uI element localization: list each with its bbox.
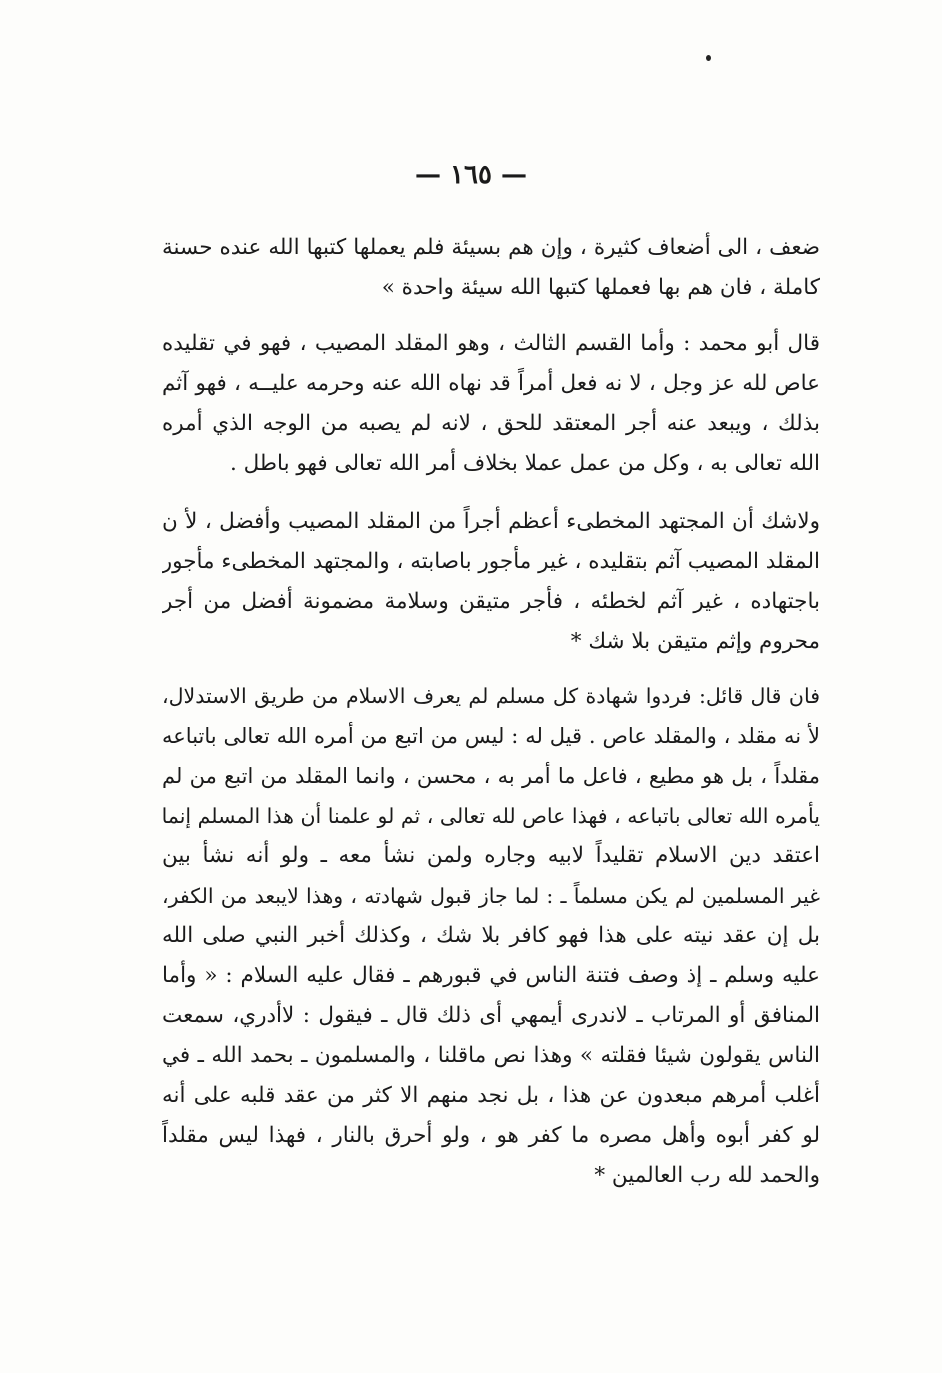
text-line: عليه وسلم ـ إذ وصف فتنة الناس في قبورهم ـ فقال عليه السلام : « وأما: [162, 963, 820, 988]
text-line: يأمره الله تعالى باتباعه ، فهذا عاص لله تعالى ، ثم لو علمنا أن هذا المسلم إنما: [162, 804, 820, 828]
text-line: بذلك ، ويبعد عنه أجر المعتقد للحق ، لانه لم يصبه من الوجه الذي أمره: [162, 411, 820, 436]
text-line: كاملة ، فان هم بها فعملها كتبها الله سيئة واحدة »: [381, 275, 820, 300]
text-line: الناس يقولون شيئا فقلته » وهذا نص ماقلنا ، والمسلمون ـ بحمد الله ـ في: [162, 1043, 820, 1068]
paragraph-1: [162, 228, 820, 308]
text-line: الله تعالى به ، وكل من عمل عملا بخلاف أمر الله تعالى فهو باطل .: [229, 451, 820, 476]
text-line: والحمد لله رب العالمين *: [594, 1163, 820, 1188]
paragraph-2: [162, 324, 820, 484]
text-line: اعتقد دين الاسلام تقليداً لابيه وجاره ولمن نشأ معه ـ ولو أنه نشأ بين: [162, 843, 820, 868]
text-line: لأ نه مقلد ، والمقلد عاص . قيل له : ليس من اتبع من أمره الله تعالى باتباعه: [162, 724, 820, 748]
text-line: فان قال قائل: فردوا شهادة كل مسلم لم يعرف الاسلام من طريق الاستدلال،: [162, 684, 820, 708]
paragraph-3: [162, 502, 820, 662]
text-line: عاص لله عز وجل ، لا نه فعل أمراً قد نهاه الله عنه وحرمه عليــه ، فهو آثم: [162, 371, 820, 396]
text-line: المنافق أو المرتاب ـ لاندرى أيمهي أى ذلك قال ـ فيقول : لاأدري، سمعت: [162, 1003, 820, 1028]
paragraph-4: [162, 676, 820, 1196]
text-line: ولاشك أن المجتهد المخطىء أعظم أجراً من المقلد المصيب وأفضل ، لأ ن: [162, 509, 820, 534]
text-line: محروم وإثم متيقن بلا شك *: [570, 629, 820, 654]
ink-speck: [706, 55, 711, 61]
text-line: قال أبو محمد : وأما القسم الثالث ، وهو المقلد المصيب ، فهو في تقليده: [162, 331, 820, 356]
text-line: المقلد المصيب آثم بتقليده ، غير مأجور باصابته ، والمجتهد المخطىء مأجور: [162, 549, 820, 574]
text-line: بل إن عقد نيته على هذا فهو كافر بلا شك ، وكذلك أخبر النبي صلى الله: [162, 923, 820, 948]
page-number: — ١٦٥ —: [414, 160, 528, 190]
text-line: ضعف ، الى أضعاف كثيرة ، وإن هم بسيئة فلم يعملها كتبها الله عنده حسنة: [162, 235, 820, 260]
text-line: لو كفر أبوه وأهل مصره ما كفر هو ، ولو أحرق بالنار ، فهذا ليس مقلداً: [162, 1123, 820, 1148]
text-line: غير المسلمين لم يكن مسلماً ـ : لما جاز قبول شهادته ، وهذا لايبعد من الكفر،: [162, 884, 820, 908]
text-line: أغلب أمرهم مبعدون عن هذا ، بل نجد منهم الا كثر من عقد قلبه على أنه: [162, 1083, 820, 1108]
text-line: باجتهاده ، غير آثم لخطئه ، فأجر متيقن وسلامة مضمونة أفضل من أجر: [162, 589, 820, 614]
text-line: مقلداً ، بل هو مطيع ، فاعل ما أمر به ، محسن ، وانما المقلد من اتبع من لم: [162, 764, 820, 788]
